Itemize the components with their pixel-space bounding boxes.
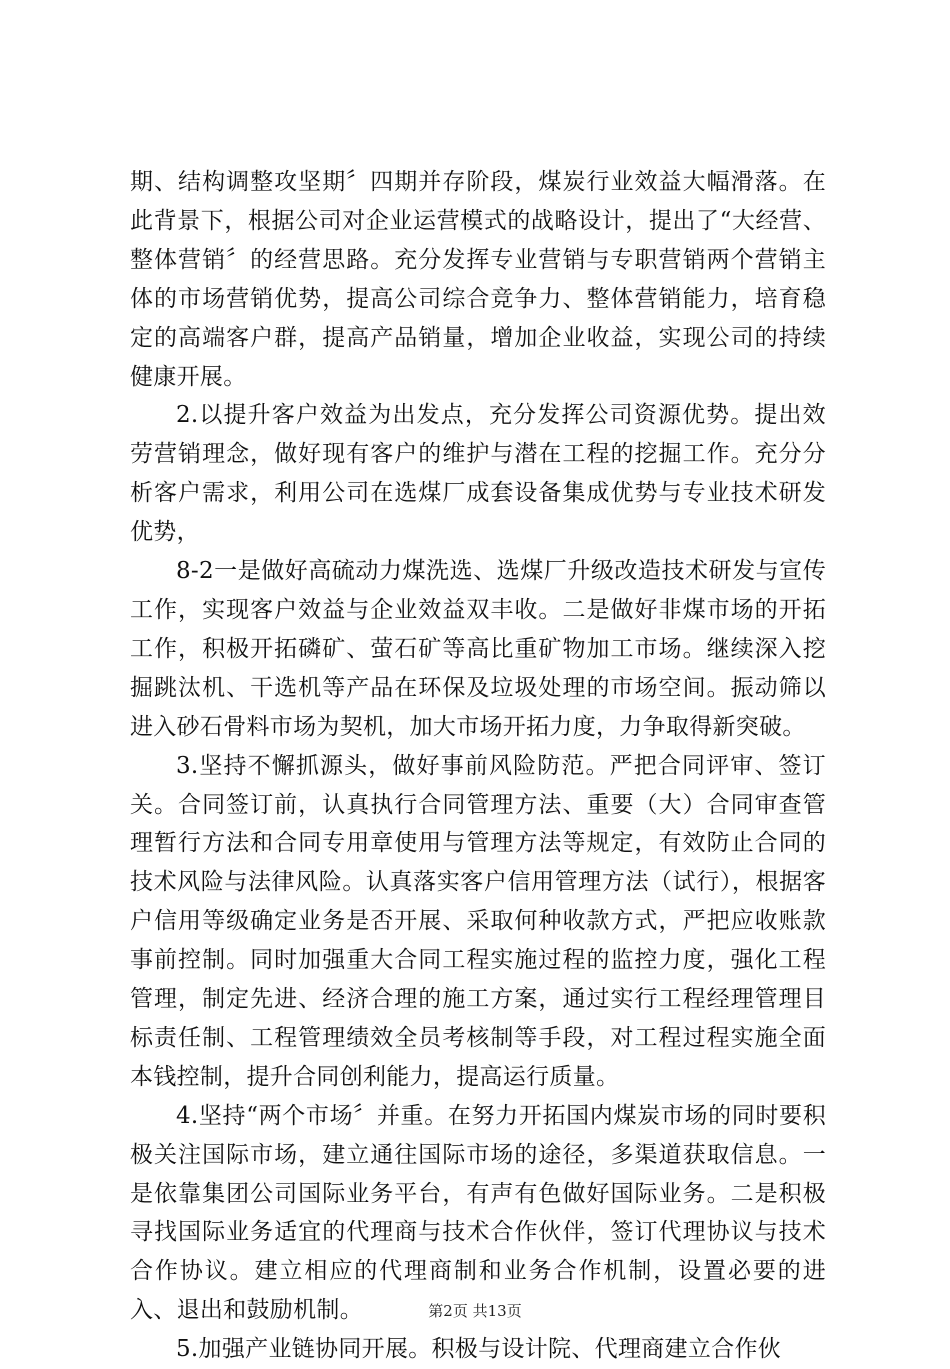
paragraph-item-5: 5.加强产业链协同开展。积极与设计院、代理商建立合作伙 (176, 1336, 782, 1363)
paragraph-item-3: 3.坚持不懈抓源头，做好事前风险防范。严把合同评审、签订关。合同签订前，认真执行合同管理方法、重要（大）合同审查管理暂行方法和合同专用章使用与管理方法等规定，有效防止合同的技术风险与法律风险。认真落实客户信用管理方法（试行），根据客户信用等级确定业务是否开展、采取何种收款方式，严把应收账款事前控制。同时加强重大合同工程实施过程的监控力度，强化工程管理，制定先进、经济合理的施工方案，通过实行工程经理管理目标责任制、工程管理绩效全员考核制等手段，对工程过程实施全面本钱控制，提升合同创利能力，提高运行质量。 (130, 752, 826, 1090)
page-footer (0, 1300, 950, 1321)
paragraph-continuation: 期、结构调整攻坚期〞四期并存阶段，煤炭行业效益大幅滑落。在此背景下，根据公司对企业运营模式的战略设计，提出了“大经营、整体营销〞的经营思路。充分发挥专业营销与专职营销两个营销主体的市场营销优势，提高公司综合竞争力、整体营销能力，培育稳定的高端客户群，提高产品销量，增加企业收益，实现公司的持续健康开展。 (130, 169, 826, 390)
paragraph-item-2: 2.以提升客户效益为出发点，充分发挥公司资源优势。提出效劳营销理念，做好现有客户的维护与潜在工程的挖掘工作。充分分析客户需求，利用公司在选煤厂成套设备集成优势与专业技术研发优势， (130, 402, 826, 546)
page-number: 第2页 共13页 (428, 1302, 522, 1320)
paragraph-item-4: 4.坚持“两个市场〞并重。在努力开拓国内煤炭市场的同时要积极关注国际市场，建立通往国际市场的途径，多渠道获取信息。一是依靠集团公司国际业务平台，有声有色做好国际业务。二是积极寻找国际业务适宜的代理商与技术合作伙伴，签订代理协议与技术合作协议。建立相应的代理商制和业务合作机制，设置必要的进入、退出和鼓励机制。 (130, 1102, 826, 1324)
body-text (130, 163, 826, 1369)
paragraph-item-2-detail: 8-2一是做好高硫动力煤洗选、选煤厂升级改造技术研发与宣传工作，实现客户效益与企业效益双丰收。二是做好非煤市场的开拓工作，积极开拓磷矿、萤石矿等高比重矿物加工市场。继续深入挖掘跳汰机、干选机等产品在环保及垃圾处理的市场空间。振动筛以进入砂石骨料市场为契机，加大市场开拓力度，力争取得新突破。 (130, 558, 826, 740)
